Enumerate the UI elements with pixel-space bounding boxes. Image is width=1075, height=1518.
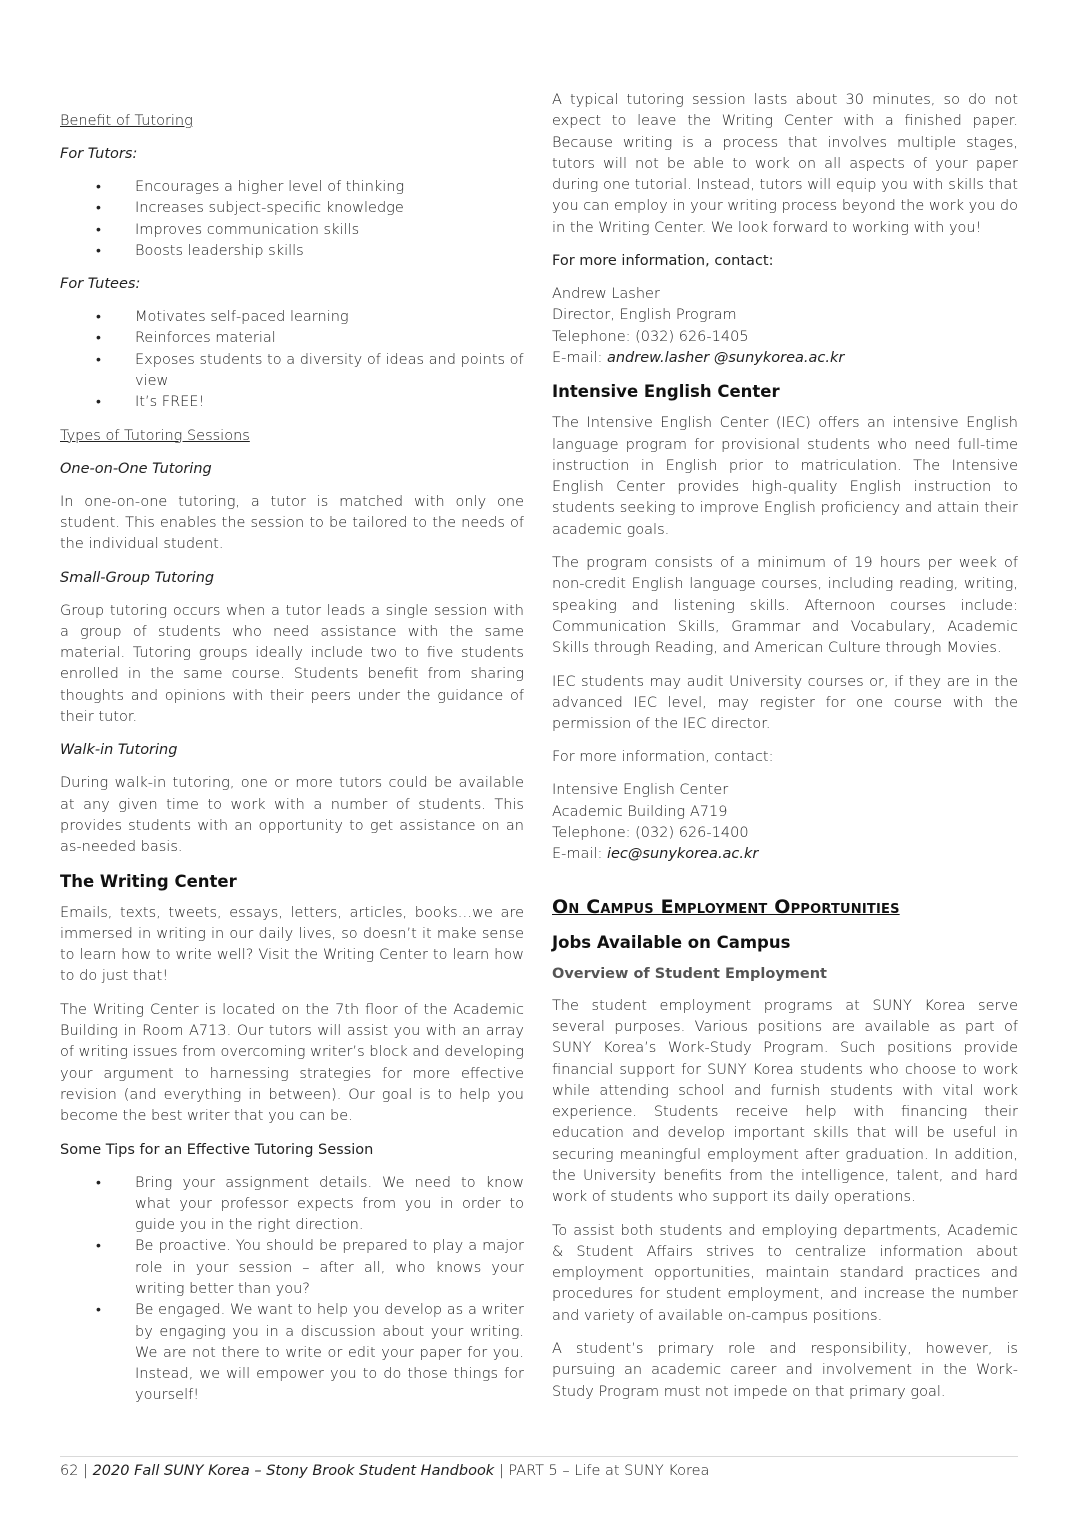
bullet-icon: • (96, 1238, 101, 1255)
tutor-benefits-list (60, 177, 524, 262)
list-item: • Boosts leadership skills (60, 241, 524, 262)
bullet-icon: • (96, 394, 101, 411)
contact-phone: Telephone: (032) 626-1400 (552, 825, 749, 842)
list-item: • Be engaged. We want to help you develop as a writer by engaging you in a discussion about your writing. We are not there to write or edit your paper for you. Instead, we will empower you to do those things for yourself! (96, 1302, 524, 1404)
iec-paragraph-1: The Intensive English Center (IEC) offers an intensive English language program for provisional students who need full-time instruction in English prior to matriculation. The Intensive English Center provides high-quality English instruction to students seeking to improve English proficiency and attain their academic goals. (552, 415, 1018, 538)
contact-email-line: E-mail: andrew.lasher @sunykorea.ac.kr (552, 349, 845, 366)
writing-center-paragraph-1: Emails, texts, tweets, essays, letters, articles, books…we are immersed in writing in our daily lives, so doesn’t it make sense to learn how to write well? Visit the Writing Center to learn how to do just that! (60, 904, 524, 985)
writing-center-heading: The Writing Center (60, 871, 237, 891)
small-group-label: Small-Group Tutoring (60, 569, 215, 586)
walk-in-paragraph: During walk-in tutoring, one or more tutors could be available at any given time to work with a number of students. This provides students with an opportunity to get assistance on an as-needed basis. (60, 775, 524, 856)
iec-contact (552, 780, 1018, 865)
contact-heading: For more information, contact: (552, 253, 774, 270)
tips-list (60, 1173, 524, 1407)
page-footer: 62 | 2020 Fall SUNY Korea – Stony Brook Student Handbook | PART 5 – Life at SUNY Korea (60, 1463, 710, 1479)
iec-heading: Intensive English Center (552, 382, 780, 402)
right-column (552, 0, 1018, 1415)
bullet-icon: • (96, 1174, 101, 1191)
footer-divider (60, 1456, 1018, 1457)
list-item: • Be proactive. You should be prepared to play a major role in your session – after all, who knows your writing better than you? (96, 1238, 524, 1297)
bullet-icon: • (96, 309, 101, 326)
employment-paragraph-2: To assist both students and employing departments, Academic & Student Affairs strives to centralize information about employment opportunities, maintain standard practices and procedures for student employment, and increase the number and variety of available on-campus positions. (552, 1222, 1018, 1324)
bullet-icon: • (96, 330, 101, 347)
employment-heading: On Campus Employment Opportunities (552, 895, 900, 918)
bullet-icon: • (96, 179, 101, 195)
contact-heading: For more information, contact: (552, 749, 774, 766)
benefit-of-tutoring-heading: Benefit of Tutoring (60, 113, 193, 129)
one-on-one-label: One-on-One Tutoring (60, 460, 212, 477)
overview-heading: Overview of Student Employment (552, 965, 827, 982)
list-item: • Motivates self-paced learning (60, 307, 524, 328)
types-of-tutoring-heading: Types of Tutoring Sessions (60, 427, 250, 444)
iec-paragraph-3: IEC students may audit University courses or, if they are in the advanced IEC level, may register for one course with the permission of the IEC director. (552, 673, 1018, 733)
tutee-benefits-list (60, 307, 524, 413)
walk-in-label: Walk-in Tutoring (60, 742, 178, 759)
bullet-icon: • (96, 1302, 101, 1319)
list-item: • Bring your assignment details. We need to know what your professor expects from you in order to guide you in the right direction. (96, 1174, 524, 1234)
page-number: 62 (60, 1463, 79, 1479)
contact-location: Academic Building A719 (552, 803, 728, 820)
small-group-paragraph: Group tutoring occurs when a tutor leads a single session with a group of students who need assistance with the same material. Tutoring groups ideally include two to five students enrolled in the same course. Students benefit from sharing thoughts and opinions with their peers under the guidance of their tutor. (60, 602, 524, 726)
contact-name: Intensive English Center (552, 782, 729, 799)
employment-paragraph-1: The student employment programs at SUNY Korea serve several purposes. Various positions are available as part of SUNY Korea’s Work-Study Program. Such positions provide financial support for SUNY Korea students who choose to work while attending school and furnish students with vital work experience. Students receive help with financing their education and develop important skills that will be useful in securing meaningful employment after graduation. In addition, the University benefits from the intelligence, talent, and hard work of students who support its daily operations. (552, 997, 1018, 1206)
english-program-contact (552, 284, 1018, 369)
contact-name: Andrew Lasher (552, 286, 660, 303)
for-tutors-label: For Tutors: (60, 146, 138, 162)
handbook-title: 2020 Fall SUNY Korea – Stony Brook Student Handbook (92, 1463, 495, 1479)
bullet-icon: • (96, 242, 101, 259)
contact-email[interactable]: andrew.lasher @sunykorea.ac.kr (606, 349, 845, 366)
writing-center-paragraph-2: The Writing Center is located on the 7th floor of the Academic Building in Room A713. Our tutors will assist you with an array of writing issues from overcoming writer’s block and developing your argument to harnessing strategies for more effective revision (and everything in between). Our goal is to help you become the best writer that you can be. (60, 1001, 524, 1125)
session-paragraph: A typical tutoring session lasts about 30 minutes, so do not expect to leave the Writing Center with a finished paper. Because writing is a process that involves multiple stages, tutors will not be able to work on all aspects of your paper during one tutorial. Instead, tutors will equip you with skills that you can employ in your writing process beyond the work you do in the Writing Center. We look forward to working with you! (552, 92, 1018, 236)
contact-email[interactable]: iec@sunykorea.ac.kr (606, 846, 759, 863)
bullet-icon: • (96, 221, 101, 238)
section-title: PART 5 – Life at SUNY Korea (508, 1463, 710, 1479)
bullet-icon: • (96, 200, 101, 217)
contact-title: Director, English Program (552, 307, 737, 324)
list-item: • It’s FREE! (60, 392, 524, 413)
jobs-heading: Jobs Available on Campus (552, 932, 791, 952)
left-column (60, 0, 524, 1419)
employment-paragraph-3: A student’s primary role and responsibility, however, is pursuing an academic career and involvement in the Work-Study Program must not impede on that primary goal. (552, 1341, 1018, 1400)
list-item: • Increases subject-specific knowledge (60, 198, 524, 219)
contact-phone: Telephone: (032) 626-1405 (552, 328, 749, 345)
contact-email-line: E-mail: iec@sunykorea.ac.kr (552, 846, 759, 863)
for-tutees-label: For Tutees: (60, 276, 141, 293)
bullet-icon: • (96, 351, 101, 368)
one-on-one-paragraph: In one-on-one tutoring, a tutor is matched with only one student. This enables the session to be tailored to the needs of the individual student. (60, 493, 524, 553)
list-item: • Reinforces material (60, 328, 524, 349)
list-item: • Encourages a higher level of thinking (60, 177, 524, 198)
list-item: • Exposes students to a diversity of ideas and points of view (96, 351, 524, 390)
tips-heading: Some Tips for an Effective Tutoring Session (60, 1141, 374, 1158)
iec-paragraph-2: The program consists of a minimum of 19 hours per week of non-credit English language courses, including reading, writing, speaking and listening skills. Afternoon courses include: Communication Skills, Grammar and Vocabulary, Academic Skills through Reading, and American Culture through Movies. (552, 555, 1018, 657)
list-item: • Improves communication skills (60, 220, 524, 241)
